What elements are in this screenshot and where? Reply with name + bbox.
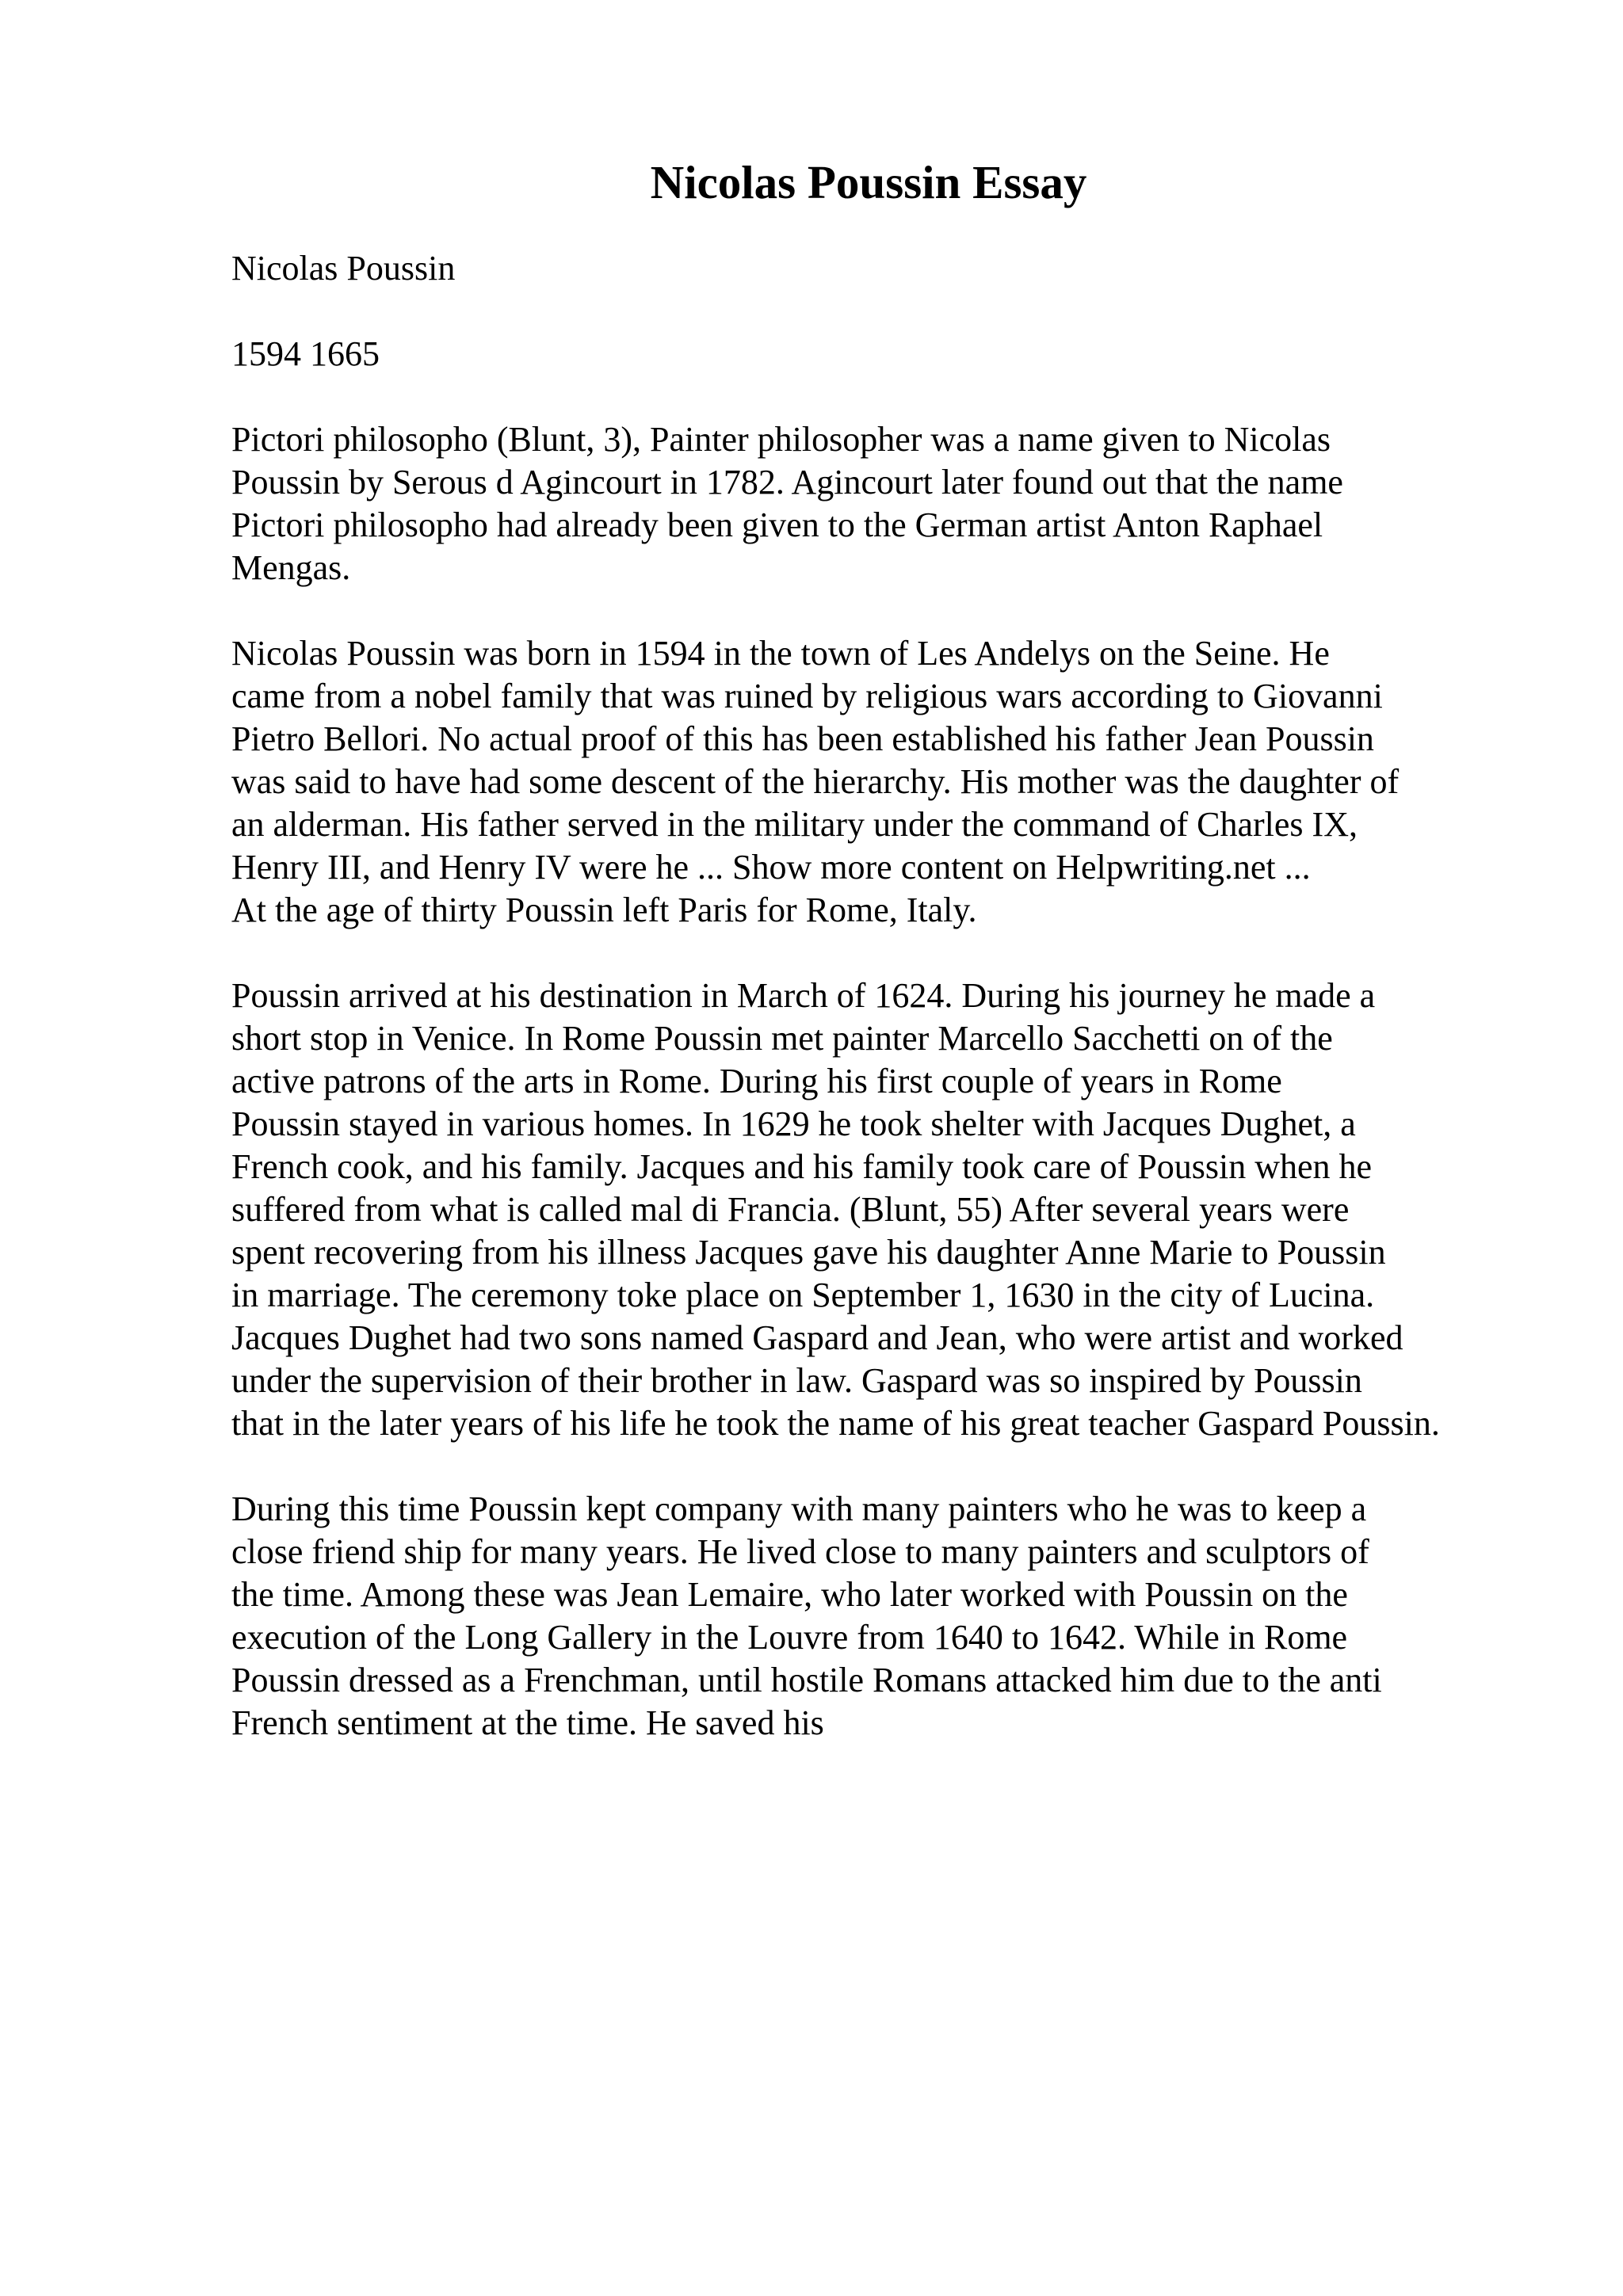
paragraph-line: the time. Among these was Jean Lemaire, who later worked with Poussin on the (231, 1575, 1348, 1614)
paragraph-line: that in the later years of his life he took the name of his great teacher Gaspard Poussin. (231, 1404, 1440, 1443)
paragraph-line: Pictori philosopho (Blunt, 3), Painter philosopher was a name given to Nicolas (231, 420, 1331, 459)
paragraph-line: Poussin stayed in various homes. In 1629 he took shelter with Jacques Dughet, a (231, 1104, 1356, 1143)
document-title: Nicolas Poussin Essay (650, 156, 1087, 208)
paragraph-line: French cook, and his family. Jacques and his family took care of Poussin when he (231, 1147, 1373, 1186)
paragraph-line: Nicolas Poussin was born in 1594 in the town of Les Andelys on the Seine. He (231, 634, 1330, 673)
paragraph-line: under the supervision of their brother in law. Gaspard was so inspired by Poussin (231, 1361, 1362, 1400)
paragraph-line: At the age of thirty Poussin left Paris for Rome, Italy. (231, 891, 977, 929)
paragraph-line: French sentiment at the time. He saved his (231, 1703, 824, 1742)
paragraph-line: Pictori philosopho had already been given to the German artist Anton Raphael (231, 505, 1323, 544)
paragraph-line: Jacques Dughet had two sons named Gaspard and Jean, who were artist and worked (231, 1318, 1403, 1357)
paragraph-line: an alderman. His father served in the military under the command of Charles IX, (231, 805, 1358, 844)
paragraph-line: close friend ship for many years. He lived close to many painters and sculptors of (231, 1532, 1369, 1571)
paragraph-line: came from a nobel family that was ruined by religious wars according to Giovanni (231, 677, 1383, 715)
paragraph-line: Poussin dressed as a Frenchman, until hostile Romans attacked him due to the anti (231, 1661, 1382, 1699)
paragraph-line: Henry III, and Henry IV were he ... Show more content on Helpwriting.net ... (231, 848, 1311, 887)
paragraph-line: was said to have had some descent of the hierarchy. His mother was the daughter of (231, 762, 1400, 801)
paragraph-line: active patrons of the arts in Rome. During his first couple of years in Rome (231, 1062, 1282, 1100)
paragraph-line: Mengas. (231, 548, 351, 587)
paragraph-line: Poussin by Serous d Agincourt in 1782. Agincourt later found out that the name (231, 463, 1343, 502)
paragraph-line: spent recovering from his illness Jacques gave his daughter Anne Marie to Poussin (231, 1233, 1386, 1272)
paragraph-line: short stop in Venice. In Rome Poussin met painter Marcello Sacchetti on of the (231, 1019, 1333, 1058)
paragraph-line: execution of the Long Gallery in the Louvre from 1640 to 1642. While in Rome (231, 1618, 1348, 1657)
life-dates: 1594 1665 (231, 334, 380, 373)
author-name: Nicolas Poussin (231, 249, 456, 288)
paragraph-line: Poussin arrived at his destination in March of 1624. During his journey he made a (231, 976, 1376, 1015)
paragraph-line: Pietro Bellori. No actual proof of this has been established his father Jean Poussin (231, 719, 1374, 758)
paragraph-line: suffered from what is called mal di Francia. (Blunt, 55) After several years were (231, 1190, 1350, 1229)
paragraph-line: During this time Poussin kept company with many painters who he was to keep a (231, 1489, 1367, 1528)
paragraph-line: in marriage. The ceremony toke place on September 1, 1630 in the city of Lucina. (231, 1276, 1375, 1314)
